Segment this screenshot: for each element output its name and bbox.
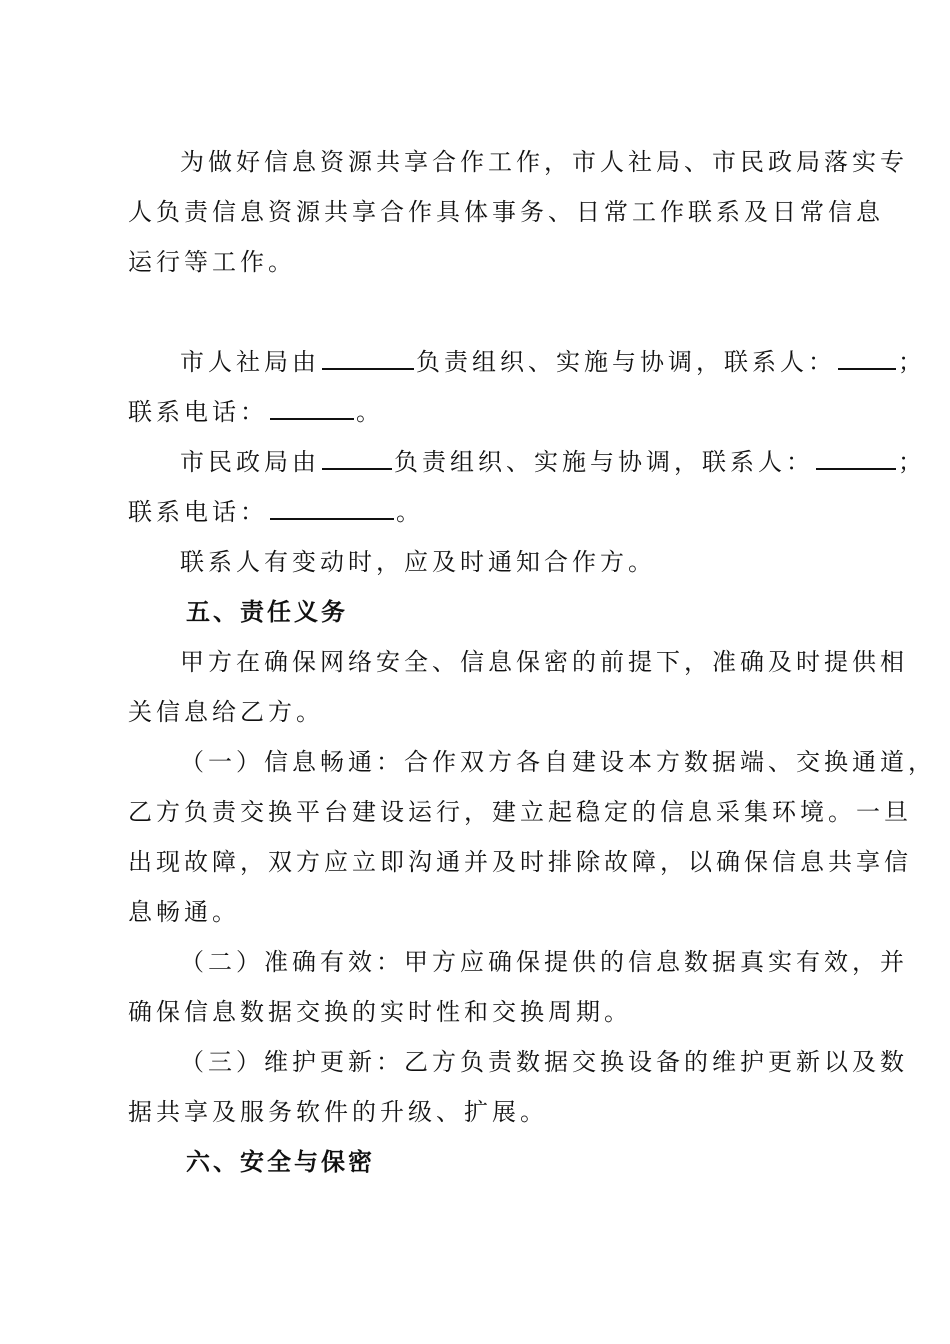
civil-responsibility-text: 负责组织、实施与协调，联系人： [394, 448, 814, 476]
paragraph-line: （二）准确有效：甲方应确保提供的信息数据真实有效，并 [180, 948, 908, 976]
civil-phone-line [128, 498, 424, 526]
paragraph-line: 运行等工作。 [128, 248, 296, 276]
paragraph-line: 联系人有变动时，应及时通知合作方。 [180, 548, 656, 576]
paragraph-line: 甲方在确保网络安全、信息保密的前提下，准确及时提供相 [180, 648, 908, 676]
responsible-dept-blank[interactable] [322, 348, 414, 370]
hr-bureau-label: 市人社局由 [180, 348, 320, 376]
hr-responsibility-text: 负责组织、实施与协调，联系人： [416, 348, 836, 376]
responsible-dept-blank[interactable] [322, 448, 392, 470]
hr-bureau-contact-line [180, 348, 926, 376]
paragraph-line: 人负责信息资源共享合作具体事务、日常工作联系及日常信息 [128, 198, 884, 226]
period: 。 [396, 498, 424, 526]
phone-label: 联系电话： [128, 398, 268, 426]
paragraph-line: 据共享及服务软件的升级、扩展。 [128, 1098, 548, 1126]
section-heading-6: 六、安全与保密 [186, 1148, 375, 1176]
period: 。 [356, 398, 384, 426]
section-heading-5: 五、责任义务 [186, 598, 348, 626]
paragraph-line: 确保信息数据交换的实时性和交换周期。 [128, 998, 632, 1026]
paragraph-line: 为做好信息资源共享合作工作，市人社局、市民政局落实专 [180, 148, 908, 176]
contact-person-blank[interactable] [838, 348, 896, 370]
semicolon: ； [898, 348, 926, 376]
paragraph-line: （三）维护更新：乙方负责数据交换设备的维护更新以及数 [180, 1048, 908, 1076]
paragraph-line: 乙方负责交换平台建设运行，建立起稳定的信息采集环境。一旦 [128, 798, 912, 826]
paragraph-line: （一）信息畅通：合作双方各自建设本方数据端、交换通道， [180, 748, 936, 776]
phone-label: 联系电话： [128, 498, 268, 526]
hr-phone-line [128, 398, 384, 426]
contact-person-blank[interactable] [816, 448, 896, 470]
semicolon: ； [898, 448, 926, 476]
paragraph-line: 息畅通。 [128, 898, 240, 926]
phone-blank[interactable] [270, 498, 394, 520]
phone-blank[interactable] [270, 398, 354, 420]
civil-affairs-contact-line [180, 448, 926, 476]
civil-affairs-label: 市民政局由 [180, 448, 320, 476]
paragraph-line: 关信息给乙方。 [128, 698, 324, 726]
paragraph-line: 出现故障，双方应立即沟通并及时排除故障，以确保信息共享信 [128, 848, 912, 876]
